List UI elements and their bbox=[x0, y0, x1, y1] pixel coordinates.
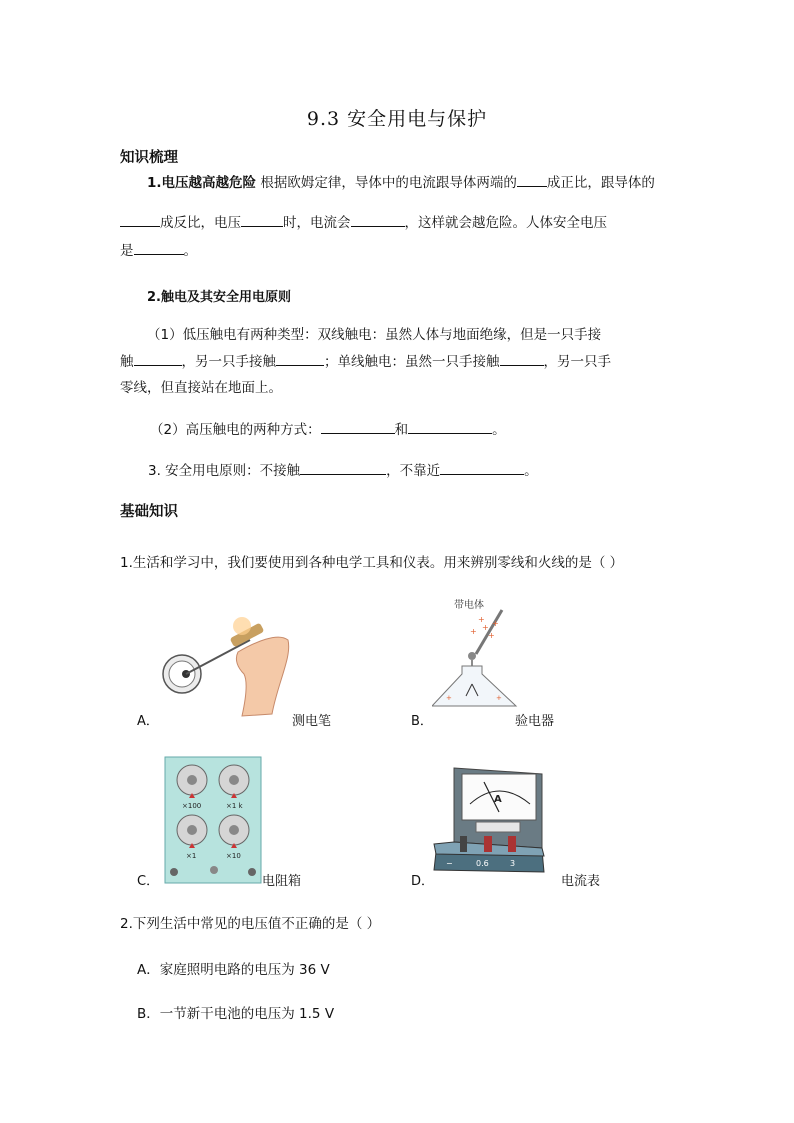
p4-text-b: 和 bbox=[394, 422, 409, 438]
p5-text-c: 。 bbox=[524, 463, 538, 479]
option-d-letter: D． bbox=[411, 874, 435, 889]
p1-text-f: 是 bbox=[120, 243, 134, 259]
svg-text:+: + bbox=[492, 619, 499, 628]
box-label-100: ×100 bbox=[182, 802, 202, 810]
option-b-name: 验电器 bbox=[515, 714, 555, 729]
paragraph-1-line-3 bbox=[120, 239, 197, 259]
resistance-box-illustration bbox=[164, 756, 262, 884]
p4-text-a: （2）高压触电的两种方式： bbox=[150, 422, 321, 438]
ammeter-illustration bbox=[432, 764, 550, 878]
svg-text:+: + bbox=[470, 627, 477, 636]
test-pen-illustration bbox=[160, 612, 300, 720]
ammeter-terminal-3: 3 bbox=[510, 859, 516, 868]
section-heading-basics: 基础知识 bbox=[120, 504, 178, 520]
blank[interactable] bbox=[241, 212, 283, 227]
question-2-option-b: B．一节新干电池的电压为 1.5 V bbox=[137, 1006, 335, 1022]
page-title: 9.3 安全用电与保护 bbox=[306, 108, 488, 130]
question-2-option-a: A．家庭照明电路的电压为 36 V bbox=[137, 962, 330, 978]
option-b-letter: B． bbox=[411, 714, 433, 729]
option-d-name: 电流表 bbox=[561, 874, 601, 889]
paragraph-3-line-3: 零线，但直接站在地面上。 bbox=[120, 380, 282, 396]
blank[interactable] bbox=[440, 460, 524, 475]
p1-text-c: 成反比，电压 bbox=[160, 215, 241, 231]
svg-text:+: + bbox=[488, 631, 495, 640]
svg-text:+: + bbox=[446, 694, 452, 702]
blank[interactable] bbox=[134, 240, 184, 255]
blank[interactable] bbox=[408, 419, 492, 434]
ammeter-letter: A bbox=[494, 794, 502, 805]
p5-text-a: 3. 安全用电原则：不接触 bbox=[148, 463, 301, 479]
paragraph-1-line-1 bbox=[147, 171, 655, 191]
paragraph-4 bbox=[150, 418, 506, 438]
blank[interactable] bbox=[300, 460, 386, 475]
blank[interactable] bbox=[120, 212, 160, 227]
option-c-name: 电阻箱 bbox=[262, 874, 302, 889]
p1-bold-lead: 电压越高越危险 bbox=[161, 175, 257, 191]
blank[interactable] bbox=[351, 212, 405, 227]
box-label-1: ×1 bbox=[186, 852, 197, 860]
option-a-letter: A． bbox=[137, 714, 159, 729]
paragraph-5 bbox=[148, 459, 538, 479]
blank[interactable] bbox=[134, 351, 182, 366]
option-a-name: 测电笔 bbox=[292, 714, 332, 729]
p3-text-e: ，另一只手 bbox=[543, 354, 611, 370]
p3-text-b: 触 bbox=[120, 354, 134, 370]
svg-text:+: + bbox=[478, 615, 485, 624]
p1-text-a: 根据欧姆定律，导体中的电流跟导体两端的 bbox=[256, 175, 517, 191]
p1-text-g: 。 bbox=[183, 243, 197, 259]
p5-text-b: ，不靠近 bbox=[386, 463, 441, 479]
p1-text-d: 时，电流会 bbox=[283, 215, 351, 231]
blank[interactable] bbox=[321, 419, 395, 434]
question-2-stem: 2.下列生活中常见的电压值不正确的是（ ） bbox=[120, 916, 381, 932]
p1-number: 1. bbox=[147, 175, 162, 191]
p1-text-e: ，这样就会越危险。人体安全电压 bbox=[404, 215, 607, 231]
paragraph-3-line-2 bbox=[120, 350, 611, 370]
p1-text-b: 成正比，跟导体的 bbox=[546, 175, 655, 191]
paragraph-1-line-2 bbox=[120, 211, 607, 231]
electroscope-illustration bbox=[432, 596, 532, 714]
svg-text:+: + bbox=[482, 623, 489, 632]
p3-text-c: ，另一只手接触 bbox=[181, 354, 276, 370]
box-label-10: ×10 bbox=[226, 852, 241, 860]
subheading-electric-shock: 2.触电及其安全用电原则 bbox=[147, 290, 291, 305]
option-c-letter: C． bbox=[137, 874, 160, 889]
svg-text:−: − bbox=[446, 859, 453, 868]
ammeter-terminal-06: 0.6 bbox=[476, 859, 489, 868]
box-label-1k: ×1 k bbox=[226, 802, 243, 810]
blank[interactable] bbox=[500, 351, 544, 366]
p4-text-c: 。 bbox=[492, 422, 506, 438]
paragraph-3-line-1: （1）低压触电有两种类型：双线触电：虽然人体与地面绝缘，但是一只手接 bbox=[147, 327, 602, 343]
blank[interactable] bbox=[276, 351, 324, 366]
question-1-stem: 1.生活和学习中，我们要使用到各种电学工具和仪表。用来辨别零线和火线的是（ ） bbox=[120, 555, 624, 571]
blank[interactable] bbox=[517, 172, 547, 187]
section-heading-review: 知识梳理 bbox=[120, 150, 178, 166]
electroscope-charged-body-label: 带电体 bbox=[454, 600, 484, 611]
svg-text:+: + bbox=[496, 694, 502, 702]
p3-text-d: ；单线触电：虽然一只手接触 bbox=[324, 354, 500, 370]
